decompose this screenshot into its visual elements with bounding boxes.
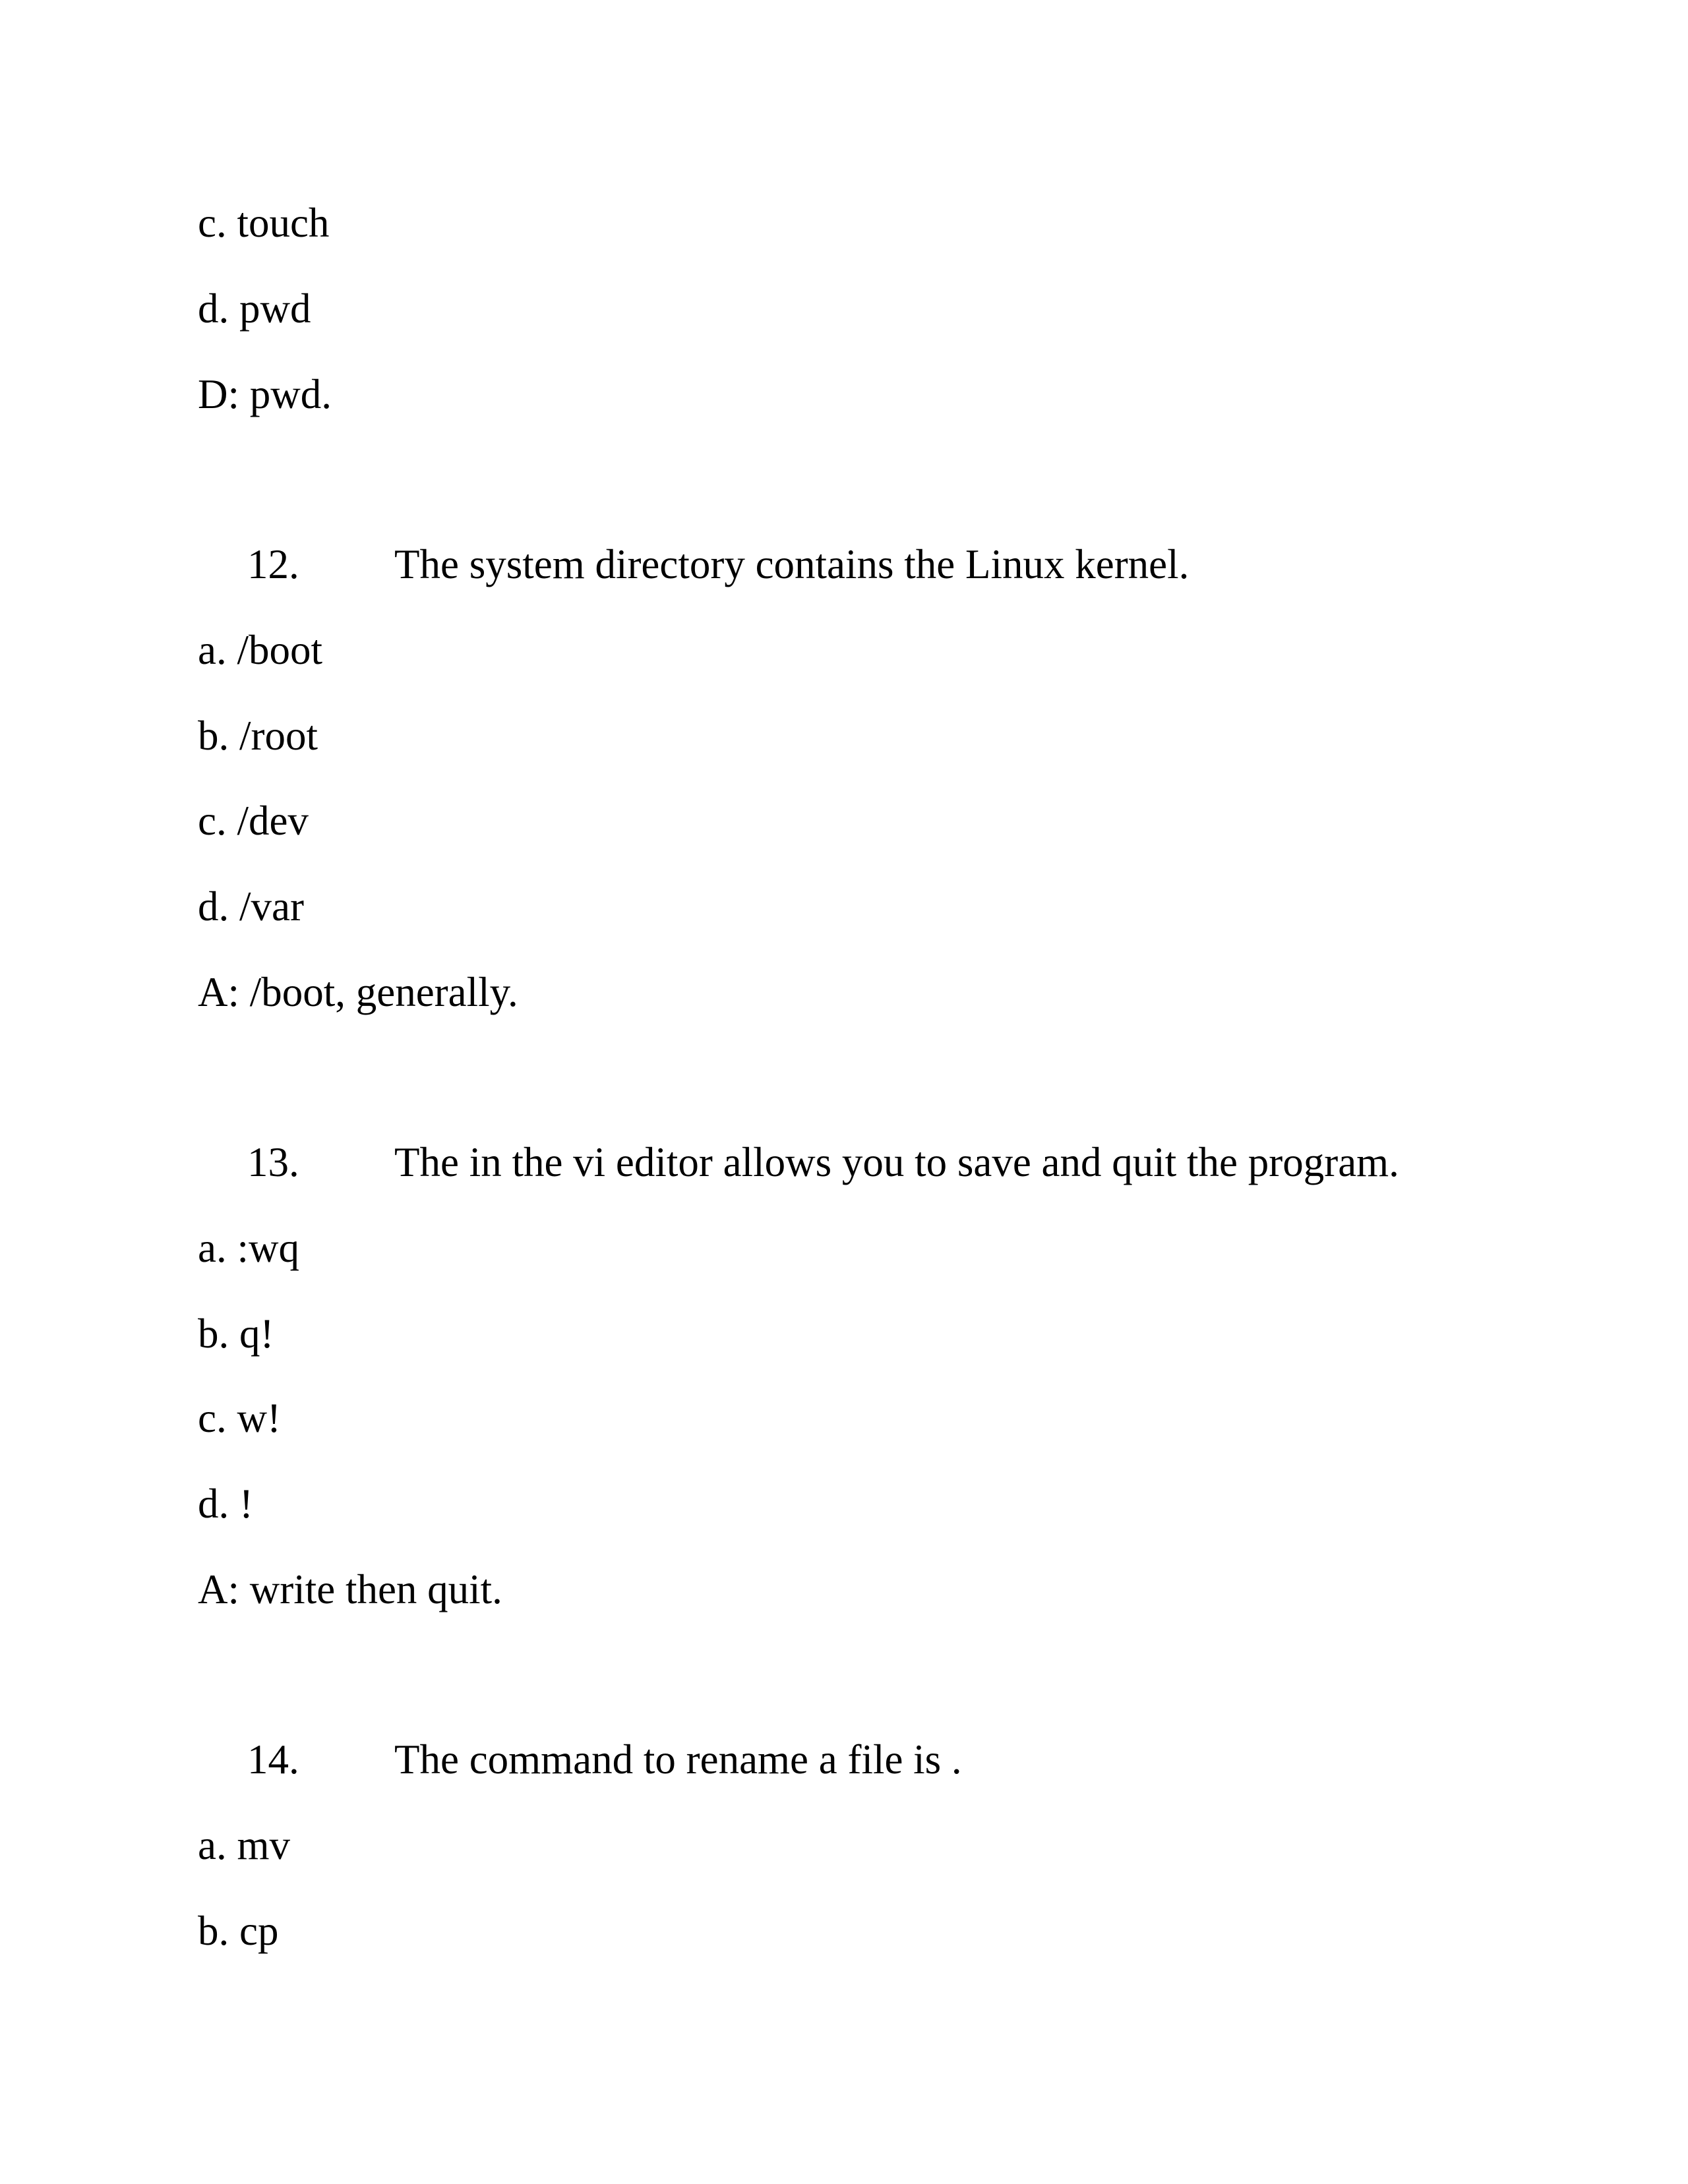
option-c: c. /dev (198, 798, 309, 844)
question-number: 12. (247, 541, 299, 587)
answer-line: A: /boot, generally. (198, 969, 518, 1015)
option-a: a. mv (198, 1822, 290, 1868)
option-b: b. /root (198, 713, 318, 759)
option-c: c. w! (198, 1395, 281, 1441)
option-b: b. q! (198, 1311, 274, 1357)
question-text: The system directory contains the Linux kernel. (394, 541, 1190, 587)
answer-line: D: pwd. (198, 371, 332, 417)
option-d: d. pwd (198, 285, 311, 332)
question-number: 13. (247, 1139, 299, 1185)
answer-line: A: write then quit. (198, 1566, 502, 1612)
option-a: a. /boot (198, 627, 322, 673)
option-b: b. cp (198, 1908, 279, 1954)
question-text: The command to rename a file is . (394, 1736, 962, 1783)
question-text: The in the vi editor allows you to save and quit the program. (394, 1139, 1399, 1185)
question-number: 14. (247, 1736, 299, 1783)
option-c: c. touch (198, 200, 330, 246)
option-d: d. /var (198, 883, 304, 930)
option-d: d. ! (198, 1481, 253, 1527)
option-a: a. :wq (198, 1225, 299, 1271)
